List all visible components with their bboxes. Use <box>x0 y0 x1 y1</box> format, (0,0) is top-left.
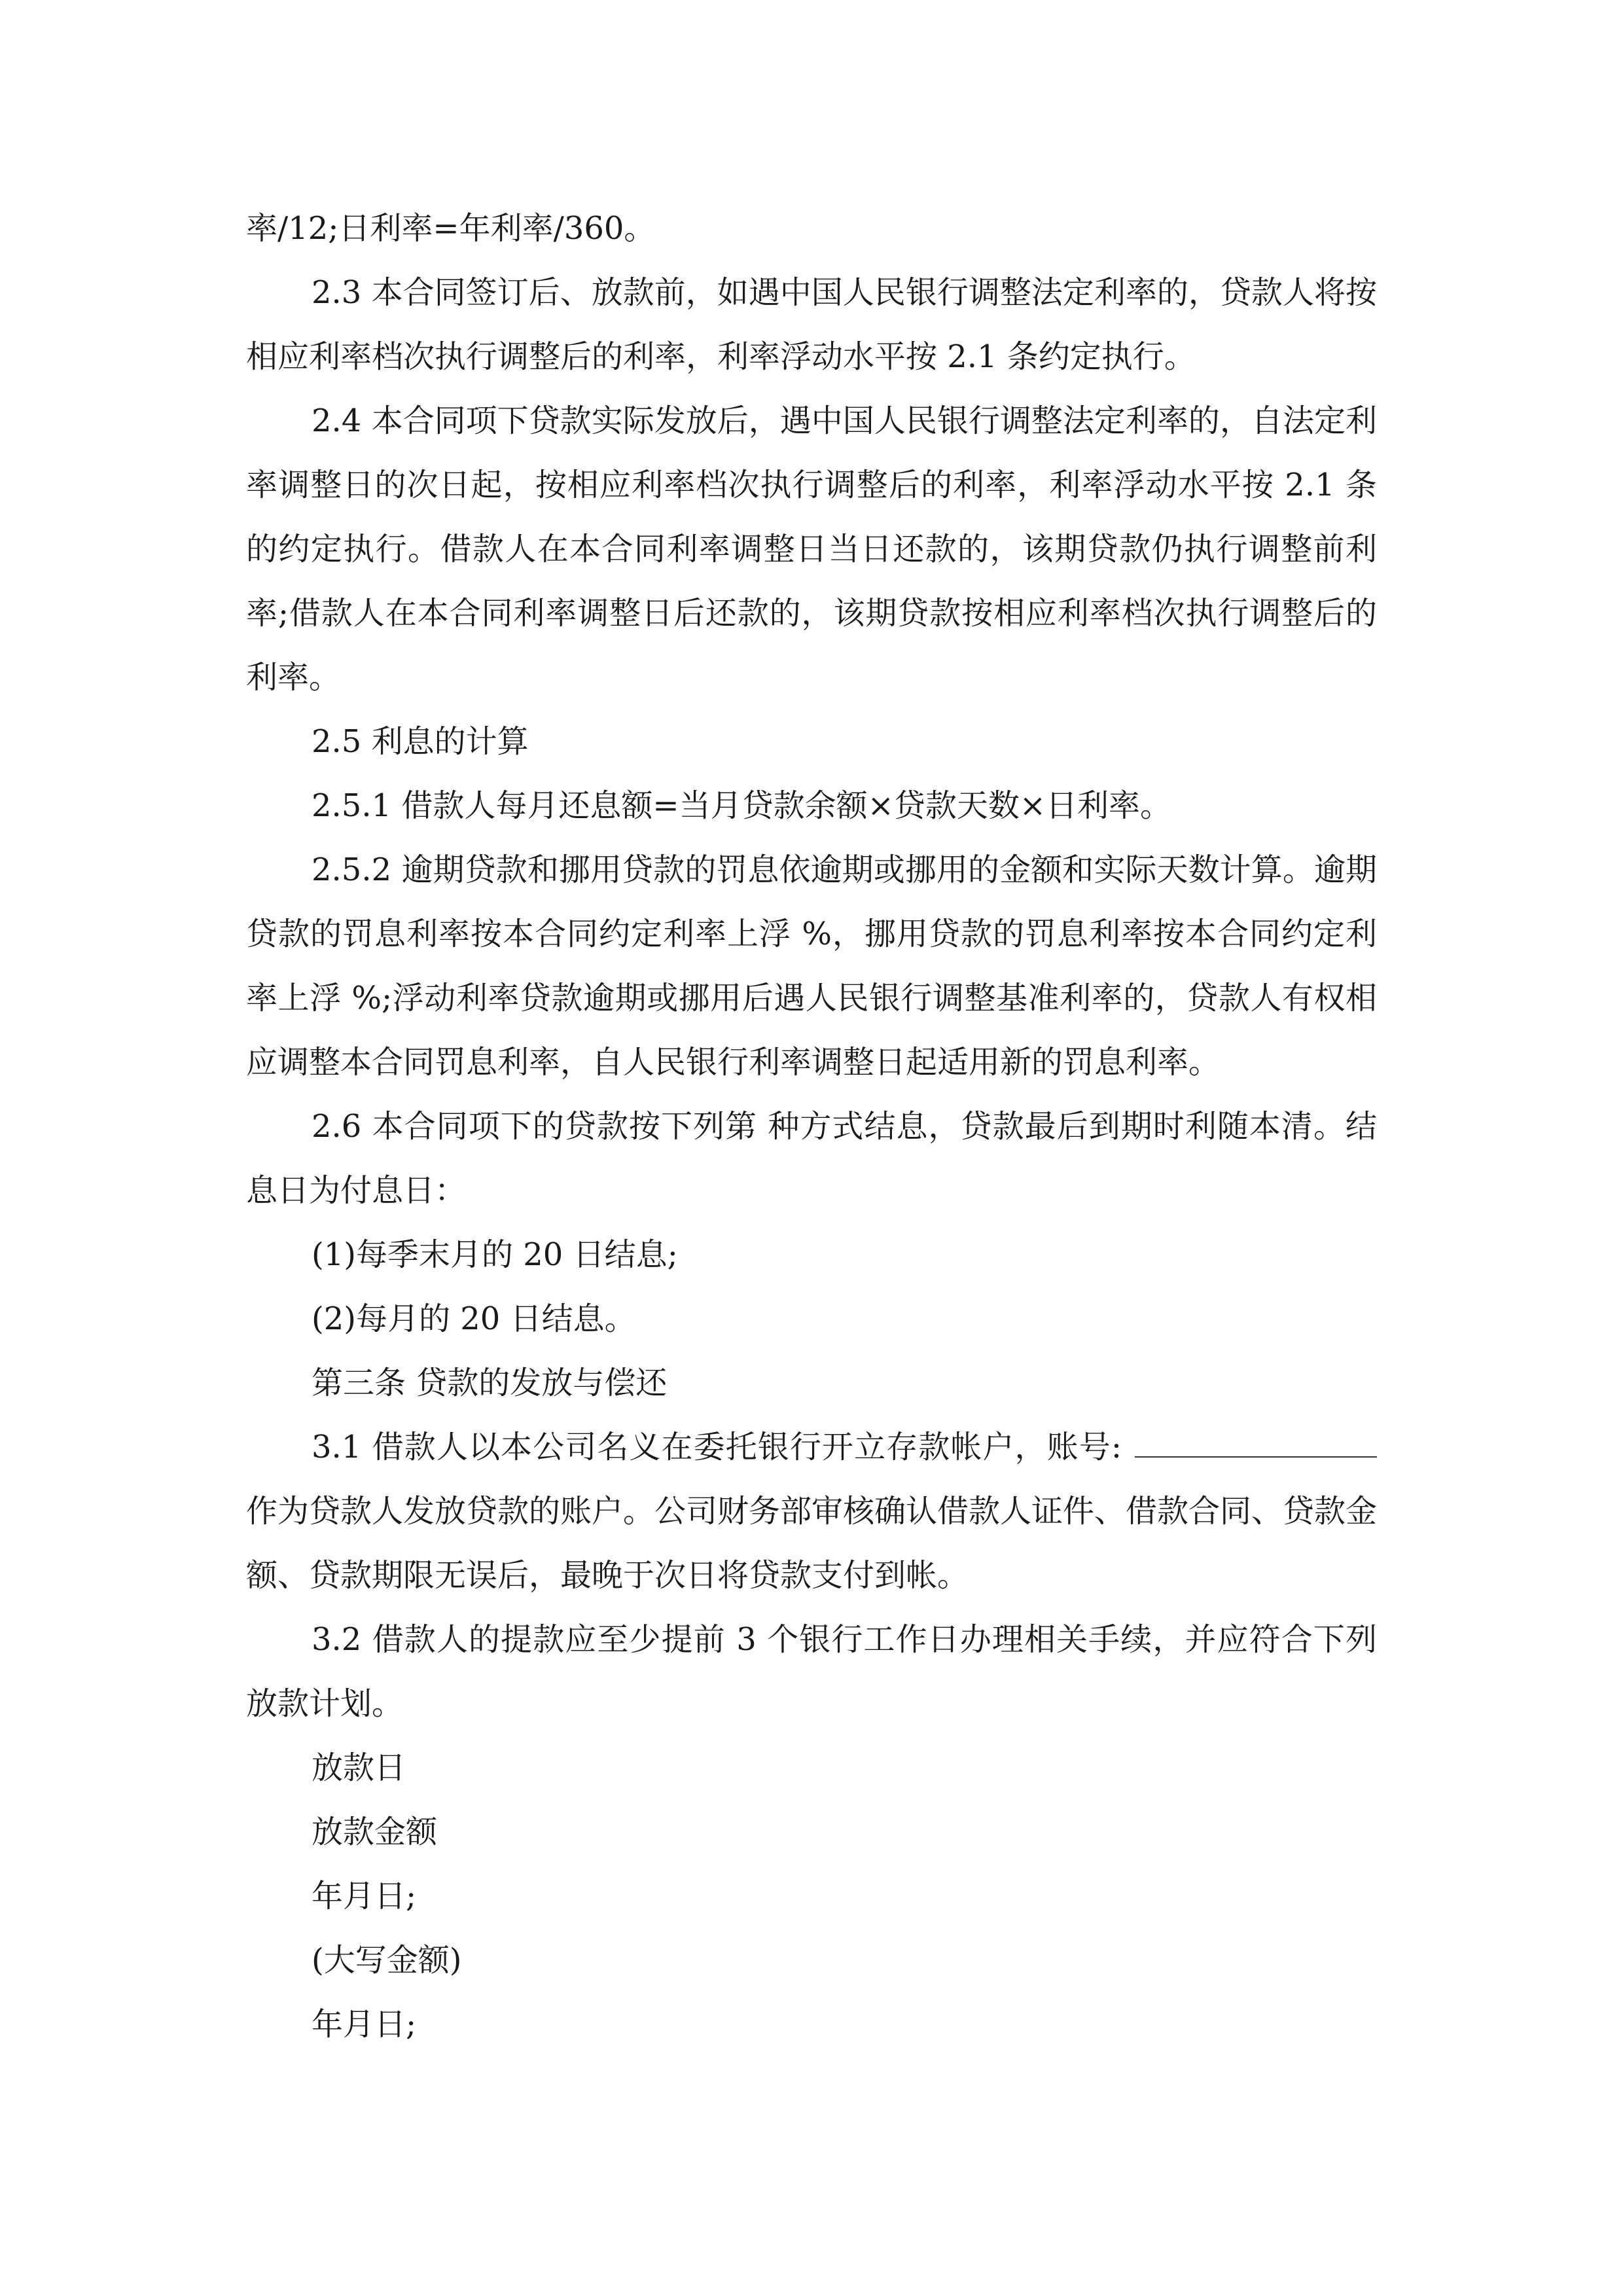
paragraph-3-1-after-blank: 作为贷款人发放贷款的账户。公司财务部审核确认借款人证件、借款合同、贷款金额、贷款期限无误后，最晚于次日将贷款支付到帐。 <box>246 1493 1378 1594</box>
date-line-1: 年月日; <box>312 1878 417 1914</box>
paragraph-option-2: (2)每月的 20 日结息。 <box>312 1300 636 1337</box>
paragraph-2-5-heading: 2.5 利息的计算 <box>312 723 529 760</box>
paragraph-3-1-before-blank: 3.1 借款人以本公司名义在委托银行开立存款帐户，账号: <box>312 1429 1122 1465</box>
account-number-blank <box>1135 1430 1377 1458</box>
disbursement-date-label: 放款日 <box>312 1749 406 1786</box>
paragraph-2-6: 2.6 本合同项下的贷款按下列第 种方式结息，贷款最后到期时利随本清。结息日为付息日： <box>246 1108 1377 1209</box>
disbursement-amount-label: 放款金额 <box>312 1814 438 1850</box>
paragraph-2-4: 2.4 本合同项下贷款实际发放后，遇中国人民银行调整法定利率的，自法定利率调整日的次日起，按相应利率档次执行调整后的利率，利率浮动水平按 2.1 条的约定执行。借款人在本合同利率调整日当日还款的，该期贷款仍执行调整前利率;借款人在本合同利率调整日后还款的，该期贷款按相应利率档次执行调整后的利率。 <box>246 403 1377 696</box>
paragraph-3-2: 3.2 借款人的提款应至少提前 3 个银行工作日办理相关手续，并应符合下列放款计划。 <box>246 1621 1377 1722</box>
date-line-2: 年月日; <box>312 2006 417 2043</box>
paragraph-option-1: (1)每季末月的 20 日结息; <box>312 1236 678 1273</box>
paragraph-2-5-2: 2.5.2 逾期贷款和挪用贷款的罚息依逾期或挪用的金额和实际天数计算。逾期贷款的罚息利率按本合同约定利率上浮 %，挪用贷款的罚息利率按本合同约定利率上浮 %;浮动利率贷款逾期或挪用后遇人民银行调整基准利率的，贷款人有权相应调整本合同罚息利率，自人民银行利率调整日起适用新的罚息利率。 <box>246 852 1377 1081</box>
document-body <box>246 196 1377 2056</box>
paragraph-2-3: 2.3 本合同签订后、放款前，如遇中国人民银行调整法定利率的，贷款人将按相应利率档次执行调整后的利率，利率浮动水平按 2.1 条约定执行。 <box>246 274 1377 375</box>
paragraph-rate-formula: 率/12;日利率=年利率/360。 <box>246 210 656 247</box>
amount-in-words-label: (大写金额) <box>312 1942 462 1979</box>
paragraph-3-1 <box>246 1415 1377 1607</box>
paragraph-2-5-1: 2.5.1 借款人每月还息额=当月贷款余额×贷款天数×日利率。 <box>312 787 1172 824</box>
article-3-heading: 第三条 贷款的发放与偿还 <box>312 1365 668 1401</box>
